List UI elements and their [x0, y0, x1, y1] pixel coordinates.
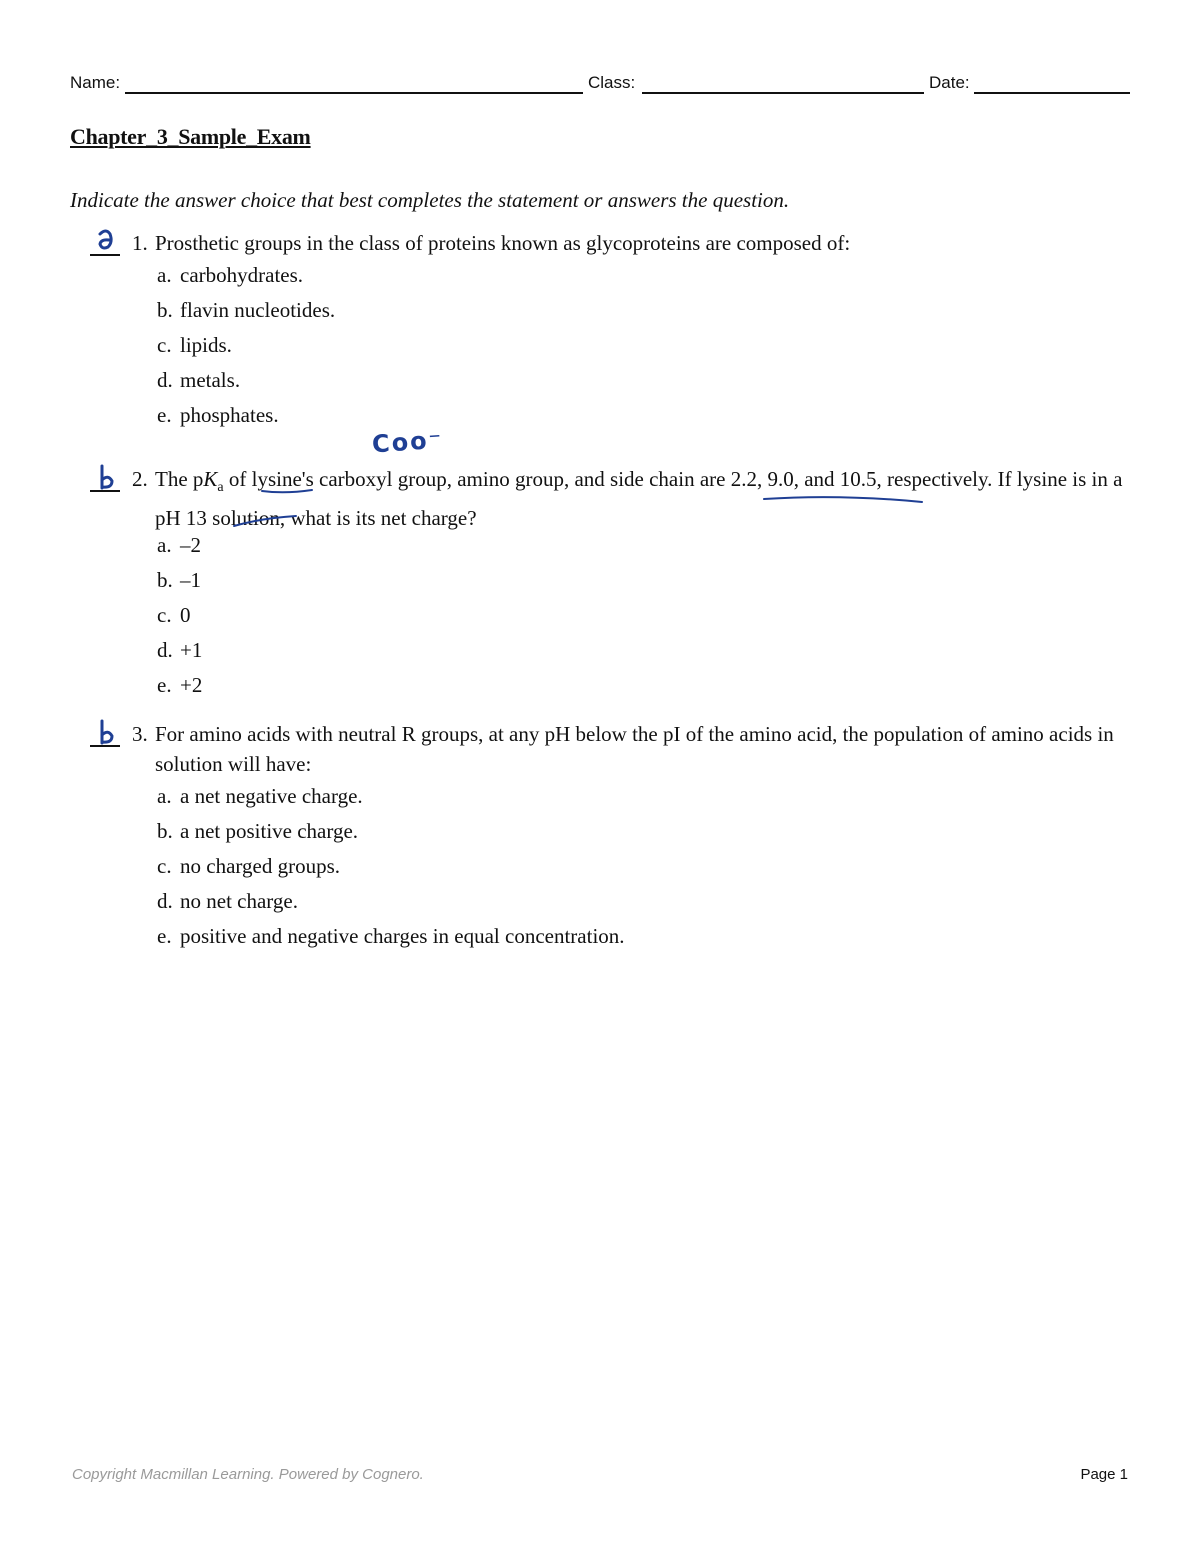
exam-title: Chapter_3_Sample_Exam: [70, 124, 311, 149]
choice-e: [157, 921, 625, 951]
pka-subscript: a: [217, 480, 224, 496]
underline-ph13: [234, 516, 296, 526]
name-label: Name:: [70, 73, 121, 92]
choice-text: no net charge.: [180, 889, 298, 913]
choice-text: a net negative charge.: [180, 784, 363, 808]
instructions: Indicate the answer choice that best completes the statement or answers the question.: [70, 188, 790, 212]
question-body: of lysine's carboxyl group, amino group, and side chain are 2.2, 9.0, and 10.5, respectively. If lysine is in a pH 13 solution, what is its net charge?: [155, 467, 1123, 531]
question-text: Prosthetic groups in the class of proteins known as glycoproteins are composed of:: [155, 231, 851, 255]
choice-e: [157, 400, 279, 430]
header-fields: [70, 70, 1130, 98]
choice-e: [157, 670, 202, 700]
footer-page-number: Page 1: [1080, 1466, 1128, 1483]
choice-text: phosphates.: [180, 403, 279, 427]
choice-text: carbohydrates.: [180, 263, 304, 287]
choice-a: [157, 781, 363, 811]
choice-letter: e.: [157, 673, 172, 697]
choice-text: –1: [180, 568, 201, 592]
class-line: [642, 92, 924, 94]
choice-letter: c.: [157, 603, 172, 627]
choice-letter: b.: [157, 568, 173, 592]
choice-letter: b.: [157, 298, 173, 322]
choice-letter: b.: [157, 819, 173, 843]
choice-text: a net positive charge.: [180, 819, 359, 843]
choice-d: [157, 635, 202, 665]
pka-k: K: [203, 467, 218, 491]
choice-text: metals.: [180, 368, 241, 392]
underline-lysine: [262, 490, 312, 492]
choice-c: [157, 600, 191, 630]
choice-text: lipids.: [180, 333, 232, 357]
choice-a: [157, 260, 303, 290]
choice-text: –2: [180, 533, 201, 557]
choice-b: [157, 565, 201, 595]
choice-letter: c.: [157, 333, 172, 357]
choice-letter: e.: [157, 924, 172, 948]
choice-c: [157, 851, 340, 881]
choice-c: [157, 330, 232, 360]
choice-text: +2: [180, 673, 203, 697]
choice-text: flavin nucleotides.: [180, 298, 336, 322]
handwritten-answer-1: [94, 224, 120, 262]
choice-b: [157, 295, 335, 325]
date-label: Date:: [929, 73, 970, 92]
date-line: [974, 92, 1130, 94]
handwritten-answer-3: [94, 719, 120, 755]
choice-text: positive and negative charges in equal concentration.: [180, 924, 625, 948]
choice-letter: d.: [157, 889, 173, 913]
choice-text: no charged groups.: [180, 854, 340, 878]
choice-letter: a.: [157, 533, 172, 557]
footer-copyright: Copyright Macmillan Learning. Powered by Cognero.: [72, 1466, 424, 1483]
choice-letter: e.: [157, 403, 172, 427]
handwritten-answer-3-mark: [94, 719, 120, 747]
choice-letter: a.: [157, 784, 172, 808]
handwritten-note: Coo⁻: [371, 425, 445, 459]
choice-letter: d.: [157, 368, 173, 392]
class-label: Class:: [588, 73, 636, 92]
choice-letter: a.: [157, 263, 172, 287]
choice-d: [157, 886, 298, 916]
choice-d: [157, 365, 240, 395]
pka-prefix: The p: [155, 467, 204, 491]
choice-letter: c.: [157, 854, 172, 878]
name-line: [125, 92, 583, 94]
question-text: For amino acids with neutral R groups, at any pH below the pI of the amino acid, the population of amino acids in solution will have:: [155, 722, 1114, 776]
choice-text: 0: [180, 603, 191, 627]
question-number: 3.: [132, 722, 148, 746]
question-number: 1.: [132, 231, 148, 255]
choice-a: [157, 530, 201, 560]
handwritten-answer-1-mark: [94, 224, 120, 254]
choice-text: +1: [180, 638, 203, 662]
question-number: 2.: [132, 467, 148, 491]
handwritten-underlines: [0, 464, 1200, 534]
choice-b: [157, 816, 358, 846]
underline-pka-values: [764, 497, 922, 502]
choice-letter: d.: [157, 638, 173, 662]
